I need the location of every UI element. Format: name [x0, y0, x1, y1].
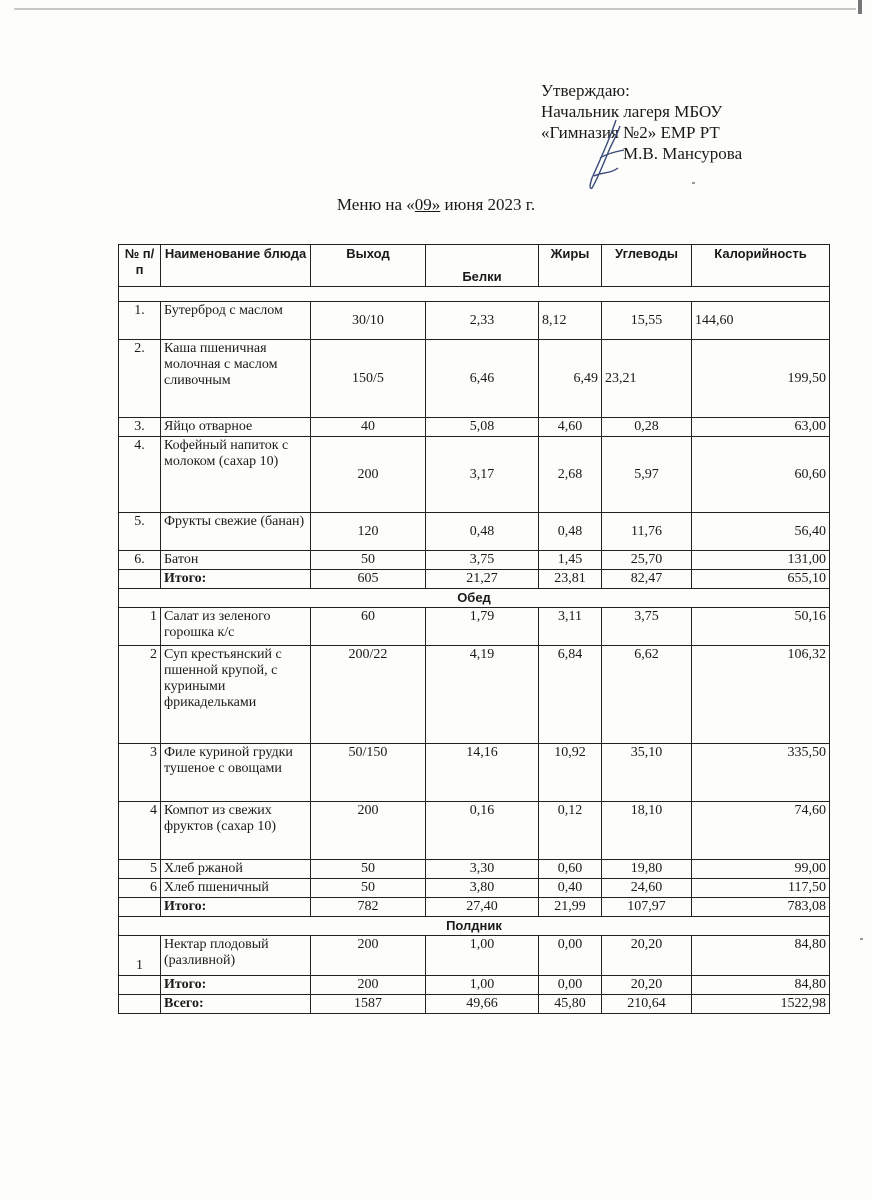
table-header-row: [119, 245, 830, 287]
table-row: 5. Фрукты свежие (банан) 120 0,48 0,48 11,76 56,40: [119, 513, 830, 551]
page-title: Меню на «09» июня 2023 г.: [336, 195, 536, 214]
header-fat: Жиры: [539, 245, 602, 287]
header-output: Выход: [311, 245, 426, 287]
header-name: Наименование блюда: [161, 245, 311, 287]
table-row: 6 Хлеб пшеничный 50 3,80 0,40 24,60 117,50: [119, 879, 830, 898]
scan-top-edge: [14, 8, 856, 10]
title-day: 09»: [414, 195, 441, 214]
table-row: 1 Салат из зеленого горошка к/с 60 1,79 3,11 3,75 50,16: [119, 608, 830, 646]
table-row: 1 Нектар плодовый (разливной) 200 1,00 0,00 20,20 84,80: [119, 936, 830, 976]
scan-speck: [692, 182, 695, 184]
approver-name: М.В. Мансурова: [623, 144, 743, 163]
grand-total-row: Всего: 1587 49,66 45,80 210,64 1522,98: [119, 995, 830, 1014]
handwritten-signature: [580, 118, 630, 198]
breakfast-total-row: Итого: 605 21,27 23,81 82,47 655,10: [119, 570, 830, 589]
menu-table: [118, 244, 830, 1014]
scan-corner-mark: [858, 0, 862, 14]
lunch-total-row: Итого: 782 27,40 21,99 107,97 783,08: [119, 898, 830, 917]
header-carbs: Углеводы: [602, 245, 692, 287]
snack-total-row: Итого: 200 1,00 0,00 20,20 84,80: [119, 976, 830, 995]
approval-block: [541, 80, 742, 164]
table-row: 6. Батон 50 3,75 1,45 25,70 131,00: [119, 551, 830, 570]
header-calories: Калорийность: [692, 245, 830, 287]
header-protein: Белки: [426, 245, 539, 287]
table-row: 4. Кофейный напиток с молоком (сахар 10) 200 3,17 2,68 5,97 60,60: [119, 437, 830, 513]
table-row: 2. Каша пшеничная молочная с маслом сливочным 150/5 6,46 6,49 23,21 199,50: [119, 340, 830, 418]
approval-line: Утверждаю:: [541, 81, 630, 100]
table-row: 2 Суп крестьянский с пшенной крупой, с куриными фрикадельками 200/22 4,19 6,84 6,62 106,32: [119, 646, 830, 744]
table-row: 5 Хлеб ржаной 50 3,30 0,60 19,80 99,00: [119, 860, 830, 879]
table-row: 4 Компот из свежих фруктов (сахар 10) 200 0,16 0,12 18,10 74,60: [119, 802, 830, 860]
section-lunch-header: Обед: [119, 589, 830, 608]
spacer-row: [119, 287, 830, 302]
table-row: 3. Яйцо отварное 40 5,08 4,60 0,28 63,00: [119, 418, 830, 437]
approval-line: Начальник лагеря МБОУ: [541, 102, 723, 121]
table-row: 1. Бутерброд с маслом 30/10 2,33 8,12 15,55 144,60: [119, 302, 830, 340]
scan-speck: [860, 938, 863, 940]
table-row: 3 Филе куриной грудки тушеное с овощами 50/150 14,16 10,92 35,10 335,50: [119, 744, 830, 802]
section-snack-header: Полдник: [119, 917, 830, 936]
header-num: № п/п: [119, 245, 161, 287]
approval-line: «Гимназия №2» ЕМР РТ: [541, 123, 720, 142]
